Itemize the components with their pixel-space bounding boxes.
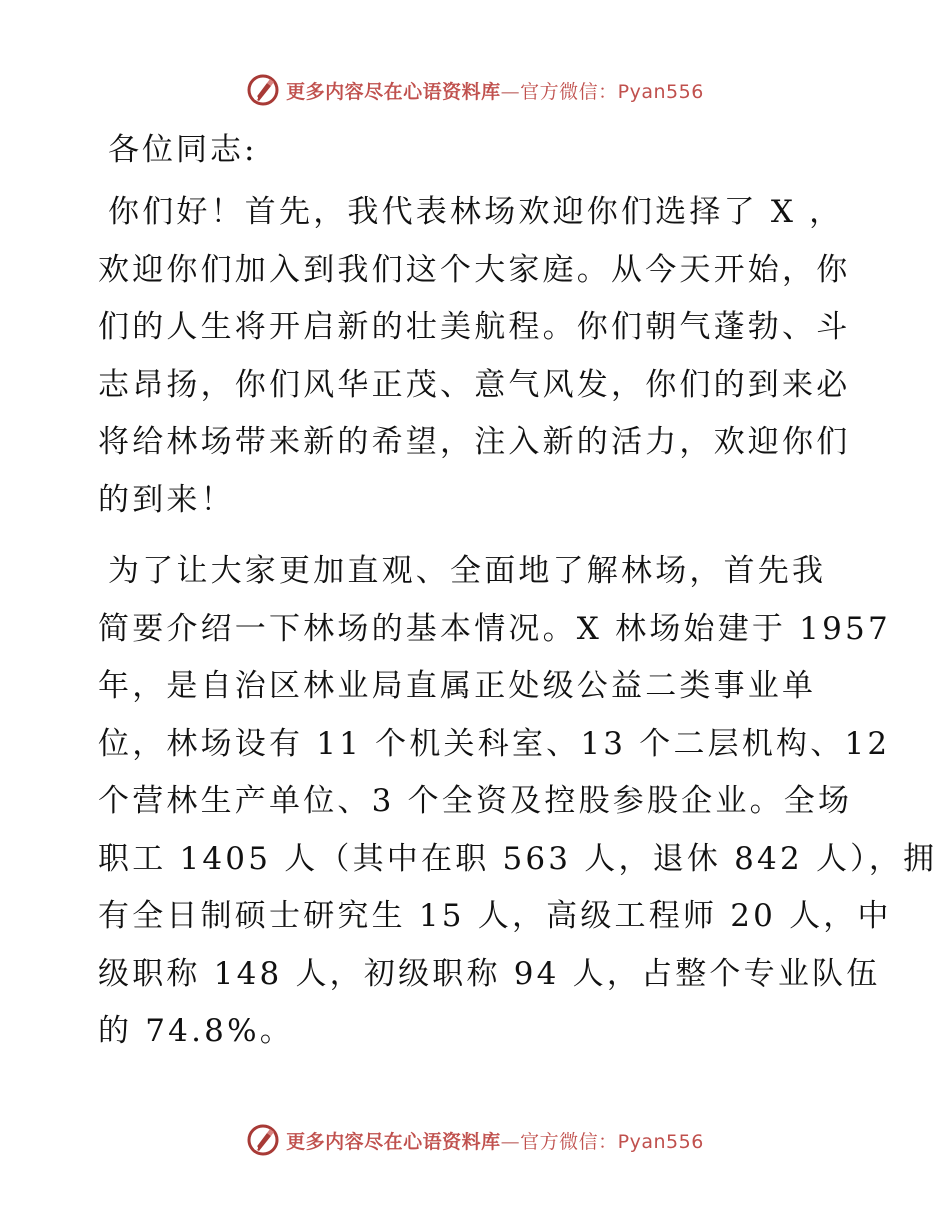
text-line: 欢迎你们加入到我们这个大家庭。从今天开始，你 <box>98 251 851 288</box>
text-line: 你们好！首先，我代表林场欢迎你们选择了 X ， <box>108 194 844 230</box>
text-line: 志昂扬，你们风华正茂、意气风发，你们的到来必 <box>98 366 851 403</box>
banner-prefix: 更多内容尽在心语资料库 <box>286 80 501 103</box>
document-body <box>98 124 938 1075</box>
header-banner <box>0 70 950 110</box>
text-line: 为了让大家更加直观、全面地了解林场，首先我 <box>108 553 827 589</box>
banner-prefix: 更多内容尽在心语资料库 <box>286 1130 501 1153</box>
text-line: 个营林生产单位、3 个全资及控股参股企业。全场 <box>98 783 853 819</box>
banner-suffix: 官方微信：Pyan556 <box>520 1130 704 1153</box>
pen-logo-icon <box>246 1123 280 1157</box>
paragraph-introduction <box>98 543 938 1061</box>
banner-separator: — <box>500 1130 521 1153</box>
footer-banner <box>0 1120 950 1160</box>
text-line: 位，林场设有 11 个机关科室、13 个二层机构、12 <box>98 725 891 762</box>
text-line: 职工 1405 人（其中在职 563 人，退休 842 人），拥 <box>98 840 938 877</box>
text-line: 将给林场带来新的希望，注入新的活力，欢迎你们 <box>98 424 851 460</box>
paragraph-welcome <box>98 184 858 529</box>
banner-text <box>286 77 704 104</box>
text-line: 的到来！ <box>98 481 235 518</box>
text-line: 简要介绍一下林场的基本情况。X 林场始建于 1957 <box>98 610 891 647</box>
banner-content <box>246 1123 704 1157</box>
banner-suffix: 官方微信：Pyan556 <box>520 80 704 103</box>
text-line: 们的人生将开启新的壮美航程。你们朝气蓬勃、斗 <box>98 309 851 345</box>
banner-content <box>246 73 704 107</box>
banner-text <box>286 1127 704 1154</box>
greeting: 各位同志: <box>108 132 258 168</box>
banner-separator: — <box>500 80 521 103</box>
pen-logo-icon <box>246 73 280 107</box>
text-line: 的 74.8%。 <box>98 1013 294 1049</box>
text-line: 年，是自治区林业局直属正处级公益二类事业单 <box>98 668 817 704</box>
text-line: 级职称 148 人，初级职称 94 人，占整个专业队伍 <box>98 955 881 992</box>
text-line: 有全日制硕士研究生 15 人，高级工程师 20 人，中 <box>98 898 892 934</box>
